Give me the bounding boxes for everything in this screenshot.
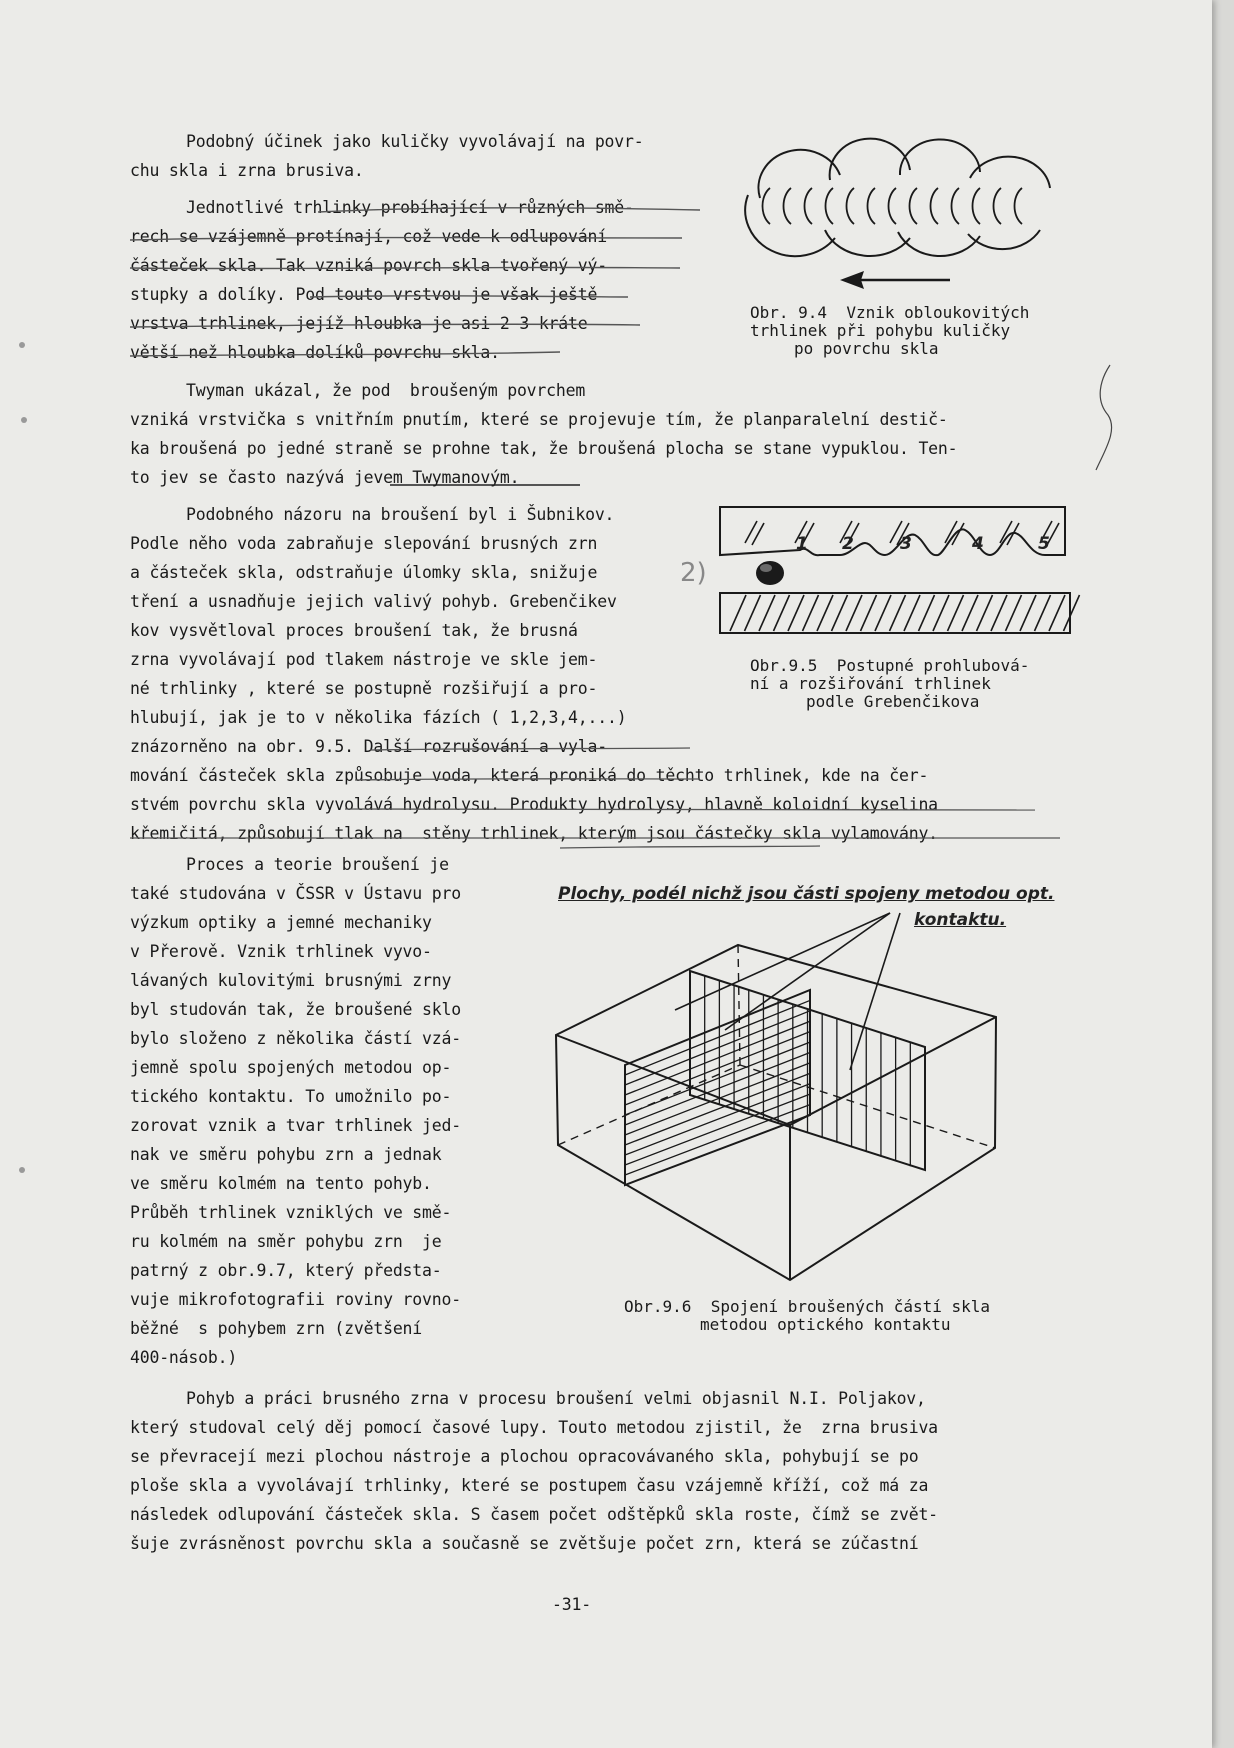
paragraph-6-line: následek odlupování částeček skla. S časem počet odštěpků skla roste, čímž se zvět- (130, 1505, 938, 1524)
figure-9-6-annotation-line: kontaktu. (914, 910, 1007, 930)
paragraph-2-line: rech se vzájemně protínají, což vede k odlupování (130, 227, 607, 246)
figure-9-5-caption-line: podle Grebenčikova (806, 692, 980, 711)
paragraph-5-line: jemně spolu spojených metodou op- (130, 1058, 452, 1077)
paragraph-5-line: výzkum optiky a jemné mechaniky (130, 913, 432, 932)
figure-9-5-label-1: 1 (796, 534, 808, 554)
paragraph-4-line: tření a usnadňuje jejich valivý pohyb. Grebenčikev (130, 592, 617, 611)
paragraph-3-line: ka broušená po jedné straně se prohne tak, že broušená plocha se stane vypuklou. Ten- (130, 439, 958, 458)
figure-9-4-caption-line: Obr. 9.4 Vznik obloukovitých (750, 303, 1030, 322)
figure-9-5-label-5: 5 (1038, 534, 1050, 554)
paragraph-6-line: který studoval celý děj pomocí časové lupy. Touto metodou zjistil, že zrna brusiva (130, 1418, 938, 1437)
paragraph-5-line: bylo složeno z několika částí vzá- (130, 1029, 461, 1048)
paragraph-5-line: lávaných kulovitými brusnými zrny (130, 971, 452, 990)
figure-9-5-caption-line: Obr.9.5 Postupné prohlubová- (750, 656, 1030, 675)
paragraph-5-line: zorovat vznik a tvar trhlinek jed- (130, 1116, 461, 1135)
paragraph-5-line: také studována v ČSSR v Ústavu pro (130, 884, 461, 903)
paragraph-3-line: Twyman ukázal, že pod broušeným povrchem (186, 381, 586, 400)
paragraph-2-line: částeček skla. Tak vzniká povrch skla tvořený vý- (130, 256, 607, 275)
paragraph-6-line: se převracejí mezi plochou nástroje a plochou opracovávaného skla, pohybují se po (130, 1447, 919, 1466)
paragraph-5-line: tického kontaktu. To umožnilo po- (130, 1087, 452, 1106)
figure-9-6-caption-line: Obr.9.6 Spojení broušených částí skla (624, 1297, 991, 1316)
figure-9-5-caption-line: ní a rozšiřování trhlinek (750, 674, 991, 693)
figure-9-5-label-4: 4 (972, 534, 984, 554)
paragraph-5-line: ve směru kolmém na tento pohyb. (130, 1174, 432, 1193)
paragraph-4-line: hlubují, jak je to v několika fázích ( 1,2,3,4,...) (130, 708, 627, 727)
paragraph-5-line: v Přerově. Vznik trhlinek vyvo- (130, 942, 432, 961)
paragraph-3-line: to jev se často nazývá jevem Twymanovým. (130, 468, 520, 487)
paragraph-5-line: patrný z obr.9.7, který předsta- (130, 1261, 442, 1280)
paragraph-3-line: vzniká vrstvička s vnitřním pnutím, které se projevuje tím, že planparalelní destič- (130, 410, 948, 429)
paragraph-4-line: zrna vyvolávají pod tlakem nástroje ve skle jem- (130, 650, 598, 669)
paragraph-6-line: Pohyb a práci brusného zrna v procesu broušení velmi objasnil N.I. Poljakov, (186, 1389, 926, 1408)
paragraph-4-line: znázorněno na obr. 9.5. Další rozrušování a vyla- (130, 737, 607, 756)
paragraph-4-line: křemičitá, způsobují tlak na stěny trhlinek, kterým jsou částečky skla vylamovány. (130, 824, 938, 843)
paragraph-1-line: chu skla i zrna brusiva. (130, 161, 364, 180)
paragraph-4-line: Podobného názoru na broušení byl i Šubnikov. (186, 505, 615, 524)
paragraph-5-line: ru kolmém na směr pohybu zrn je (130, 1232, 442, 1251)
figure-9-5-label-3: 3 (900, 534, 912, 554)
paragraph-4-line: a částeček skla, odstraňuje úlomky skla, snižuje (130, 563, 598, 582)
paragraph-4-line: kov vysvětloval proces broušení tak, že brusná (130, 621, 578, 640)
paragraph-4-line: mování částeček skla způsobuje voda, která proniká do těchto trhlinek, kde na čer- (130, 766, 929, 785)
paragraph-4-line: stvém povrchu skla vyvolává hydrolysu. Produkty hydrolysy, hlavně koloidní kyselina (130, 795, 938, 814)
paragraph-2-line: Jednotlivé trhlinky probíhající v různých smě- (186, 198, 634, 217)
paragraph-4-line: Podle něho voda zabraňuje slepování brusných zrn (130, 534, 598, 553)
paragraph-5-line: 400-násob.) (130, 1348, 238, 1367)
paragraph-5-line: Průběh trhlinek vzniklých ve smě- (130, 1203, 452, 1222)
paragraph-2-line: vrstva trhlinek, jejíž hloubka je asi 2-3 kráte (130, 314, 588, 333)
figure-9-4-caption-line: po povrchu skla (794, 339, 939, 358)
figure-9-5-margin-mark: 2) (680, 558, 707, 588)
paragraph-2-line: větší než hloubka dolíků povrchu skla. (130, 343, 500, 362)
figure-9-4-caption-line: trhlinek při pohybu kuličky (750, 321, 1011, 340)
figure-9-6-annotation-line: Plochy, podél nichž jsou části spojeny metodou opt. (558, 884, 1055, 904)
paragraph-5-line: nak ve směru pohybu zrn a jednak (130, 1145, 442, 1164)
paragraph-6-line: ploše skla a vyvolávají trhlinky, které se postupem času vzájemně kříží, což má za (130, 1476, 929, 1495)
paragraph-5-line: běžné s pohybem zrn (zvětšení (130, 1319, 423, 1338)
paragraph-6-line: šuje zvrásněnost povrchu skla a současně se zvětšuje počet zrn, která se zúčastní (130, 1534, 919, 1553)
paragraph-4-line: né trhlinky , které se postupně rozšiřují a pro- (130, 679, 598, 698)
paragraph-5-line: byl studován tak, že broušené sklo (130, 1000, 461, 1019)
page-number: -31- (552, 1595, 591, 1614)
paragraph-2-line: stupky a dolíky. Pod touto vrstvou je však ještě (130, 285, 598, 304)
paragraph-5-line: vuje mikrofotografii roviny rovno- (130, 1290, 461, 1309)
paragraph-5-line: Proces a teorie broušení je (186, 855, 449, 874)
figure-9-5-label-2: 2 (842, 534, 854, 554)
figure-9-6-caption-line: metodou optického kontaktu (700, 1315, 951, 1334)
paragraph-1-line: Podobný účinek jako kuličky vyvolávají na povr- (186, 132, 644, 151)
